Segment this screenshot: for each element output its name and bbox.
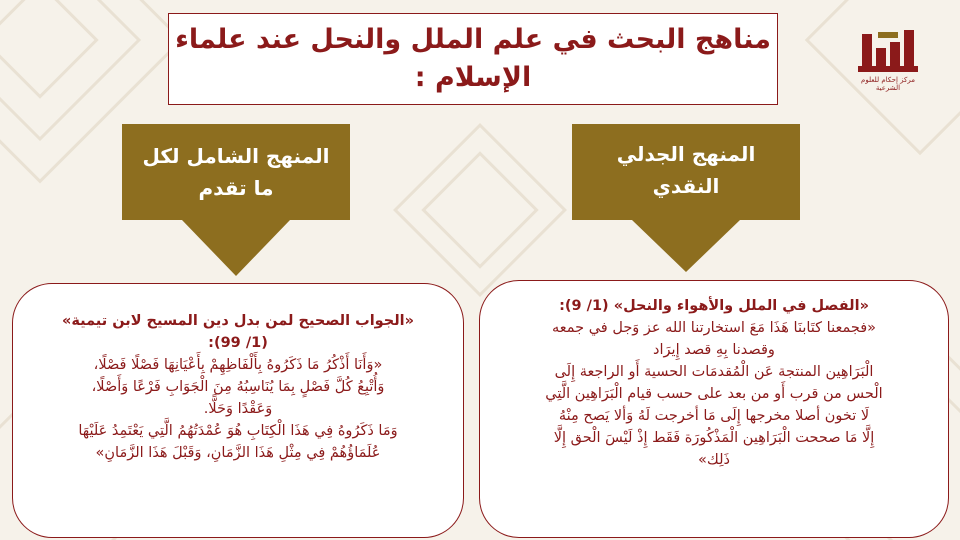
left-card-heading-1: «الجواب الصحيح لمن بدل دين المسيح لابن تيمية» <box>62 313 414 329</box>
right-card-line: لَا تخون أصلا مخرجها إِلَى مَا أخرجت لَهُ وَألا يَصح مِنْهُ <box>558 408 870 424</box>
left-method-label-line1: المنهج الشامل لكل <box>142 144 330 168</box>
right-method-label-line2: النقدي <box>652 174 720 198</box>
right-card-line: «فجمعنا كتَابنَا هَذَا مَعَ استخارتنا الله عز وَجل في جمعه <box>551 320 877 336</box>
left-method-card <box>12 283 464 538</box>
right-card-line: إِلَّا مَا صححت الْبَرَاهِين الْمَذْكُورَة فَقَط إِذْ لَيْسَ الْحق إِلَّا <box>553 430 875 446</box>
left-card-heading-2: (1/ 99): <box>208 335 268 351</box>
right-card-heading: «الفصل في الملل والأهواء والنحل» (1/ 9): <box>559 298 869 314</box>
left-method-label <box>122 140 350 204</box>
left-method-label-line2: ما تقدم <box>198 176 274 200</box>
slide-title-line1: مناهج البحث في علم الملل والنحل عند علماء <box>175 24 771 55</box>
right-method-card <box>479 280 949 538</box>
right-method-label <box>572 138 800 202</box>
right-method-label-line1: المنهج الجدلي <box>616 142 756 166</box>
slide-title-box <box>168 13 778 105</box>
logo-subtitle: مركز إحكام للعلوم الشرعية <box>861 76 915 92</box>
slide-title-line2: الإسلام : <box>414 62 532 93</box>
right-card-line: الْبَرَاهِين المنتجة عَن الْمُقدمَات الحسية أَو الراجعة إِلَى <box>554 364 874 380</box>
right-card-line: وقصدنا بِهِ قصد إِيرَاد <box>653 342 775 358</box>
left-card-line: عُلَمَاؤُهُمْ فِي مِثْلِ هَذَا الزَّمَانِ، وَقَبْلَ هَذَا الزَّمَانِ» <box>95 445 381 461</box>
left-card-line: «وَأَنَا أَذْكُرُ مَا ذَكَرُوهُ بِأَلْفَاظِهِمْ بِأَعْيَانِهَا فَصْلًا فَصْلًا، <box>93 357 383 373</box>
left-card-line: وَمَا ذَكَرُوهُ فِي هَذَا الْكِتَابِ هُوَ عُمْدَتُهُمُ الَّتِي يَعْتَمِدُ عَلَيْهَا <box>78 423 398 439</box>
right-card-line: ذَلِك» <box>698 452 730 468</box>
right-card-line: الْحس من قرب أَو من بعد على حسب قيام الْبَرَاهِين الَّتِي <box>545 386 883 402</box>
left-card-line: وَعَقْدًا وَحَلًّا. <box>203 401 273 417</box>
left-card-line: وَأُتْبِعُ كُلَّ فَصْلٍ بِمَا يُنَاسِبُهُ مِنَ الْجَوَابِ فَرْعًا وَأَصْلًا، <box>91 379 385 395</box>
